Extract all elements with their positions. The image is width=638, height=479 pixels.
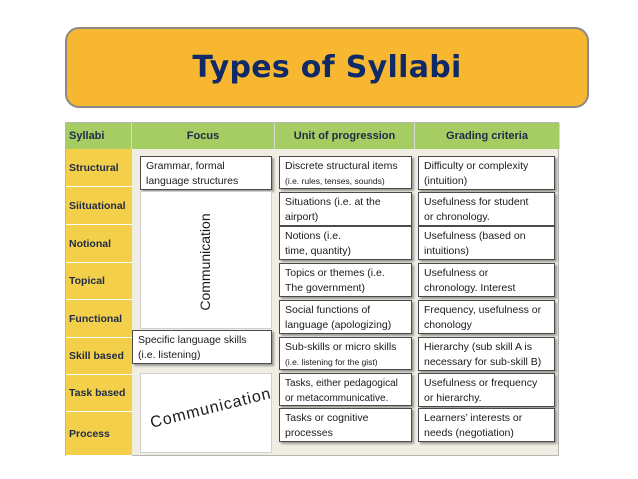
grading-structural <box>418 156 555 190</box>
unit-functional-line2: language (apologizing) <box>285 319 392 331</box>
grading-skill-line2: necessary for sub-skill B) <box>424 356 542 368</box>
focus-structural-line1: Grammar, formal <box>146 160 225 172</box>
grading-structural-line2: (intuition) <box>424 175 468 187</box>
unit-notional <box>279 226 412 260</box>
focus-skill-based <box>132 330 272 364</box>
unit-task-based <box>279 373 412 406</box>
grading-situational <box>418 192 555 226</box>
header-grading: Grading criteria <box>415 123 560 149</box>
focus-communication-vertical: Communication <box>197 213 213 311</box>
focus-skill-line1: Specific language skills <box>138 334 247 346</box>
grading-process-line2: needs (negotiation) <box>424 427 514 439</box>
header-unit: Unit of progression <box>275 123 415 149</box>
title-banner <box>65 27 589 108</box>
unit-notional-line2: time, quantity) <box>285 245 351 257</box>
grading-functional <box>418 300 555 334</box>
focus-structural <box>140 156 272 190</box>
row-label-functional: Functional <box>66 300 132 338</box>
row-label-skill-based: Skill based <box>66 338 132 375</box>
row-label-notional: Notional <box>66 225 132 263</box>
grading-situational-line1: Usefulness for student <box>424 196 529 208</box>
grading-task-line1: Usefulness or frequency <box>424 377 538 389</box>
unit-notional-line1: Notions (i.e. <box>285 230 342 242</box>
unit-functional <box>279 300 412 334</box>
unit-structural-line1: Discrete structural items <box>285 160 398 172</box>
header-syllabi: Syllabi <box>66 123 132 149</box>
row-label-process: Process <box>66 412 132 456</box>
unit-skill-line1: Sub-skills or micro skills <box>285 341 397 353</box>
page-title: Types of Syllabi <box>192 50 462 85</box>
grading-process <box>418 408 555 442</box>
grading-skill-line1: Hierarchy (sub skill A is <box>424 341 532 353</box>
unit-structural <box>279 156 412 189</box>
unit-task-line2: or metacommunicative. <box>285 393 389 404</box>
syllabi-table <box>65 122 559 456</box>
unit-situational-line1: Situations (i.e. at the <box>285 196 381 208</box>
unit-process-line2: processes <box>285 427 333 439</box>
grading-notional-line2: intuitions) <box>424 245 469 257</box>
unit-structural-line2: (i.e. rules, tenses, sounds) <box>285 176 385 186</box>
focus-skill-line2: (i.e. listening) <box>138 349 201 361</box>
grading-notional <box>418 226 555 260</box>
focus-communication-box <box>140 191 272 329</box>
unit-situational-line2: airport) <box>285 211 319 223</box>
grading-notional-line1: Usefulness (based on <box>424 230 526 242</box>
grading-functional-line1: Frequency, usefulness or <box>424 304 542 316</box>
row-label-situational: Siituational <box>66 187 132 225</box>
focus-structural-line2: language structures <box>146 175 239 187</box>
unit-topical-line2: The government) <box>285 282 365 294</box>
grading-topical <box>418 263 555 297</box>
row-label-task-based: Task based <box>66 375 132 412</box>
unit-topical-line1: Topics or themes (i.e. <box>285 267 385 279</box>
unit-task-line1: Tasks, either pedagogical <box>285 378 398 389</box>
grading-process-line1: Learners’ interests or <box>424 412 523 424</box>
unit-process <box>279 408 412 442</box>
focus-communication-diagonal: Communication <box>148 385 274 432</box>
row-label-structural: Structural <box>66 149 132 187</box>
unit-topical <box>279 263 412 297</box>
row-label-topical: Topical <box>66 263 132 300</box>
unit-situational <box>279 192 412 226</box>
grading-topical-line1: Usefulness or <box>424 267 489 279</box>
unit-process-line1: Tasks or cognitive <box>285 412 369 424</box>
unit-skill-based <box>279 337 412 370</box>
unit-skill-line2: (i.e. listening for the gist) <box>285 357 378 367</box>
grading-structural-line1: Difficulty or complexity <box>424 160 529 172</box>
grading-topical-line2: chronology. Interest <box>424 282 516 294</box>
grading-task-based <box>418 373 555 407</box>
grading-skill-based <box>418 337 555 371</box>
unit-functional-line1: Social functions of <box>285 304 371 316</box>
grading-functional-line2: chonology <box>424 319 472 331</box>
grading-task-line2: or hierarchy. <box>424 392 482 404</box>
grading-situational-line2: or chronology. <box>424 211 490 223</box>
header-focus: Focus <box>132 123 275 149</box>
focus-communication-box-2 <box>140 373 272 453</box>
